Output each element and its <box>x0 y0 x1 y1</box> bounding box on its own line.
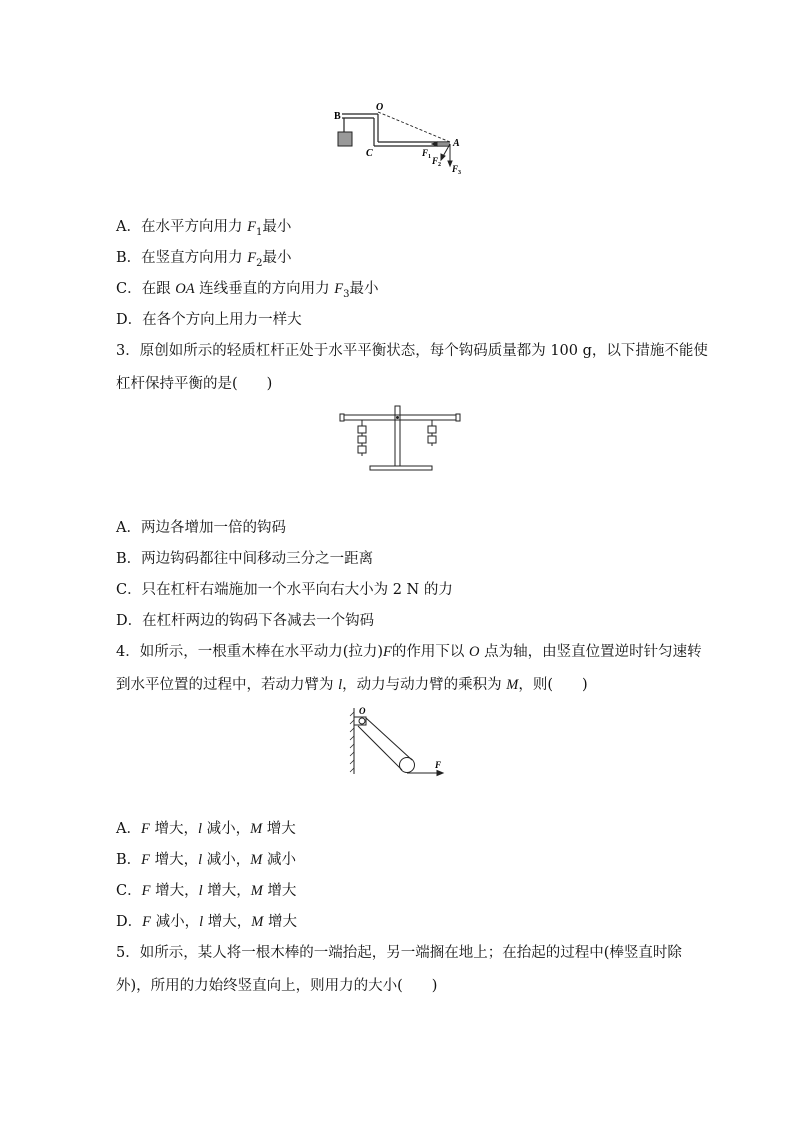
label-F2-sub: 2 <box>438 162 441 168</box>
figure-lever-stand <box>338 402 468 482</box>
q3-option-a: A．两边各增加一倍的钩码 <box>116 520 286 536</box>
q4-option-b: B．F 增大，l 减小，M 减小 <box>116 852 296 868</box>
label-F2: F <box>432 156 439 166</box>
figure-rotating-rod <box>344 704 454 784</box>
q4-option-c: C．F 增大，l 增大，M 增大 <box>116 883 297 899</box>
label-B: B <box>334 111 341 122</box>
q5-stem-line2: 外)，所用的力始终竖直向上，则用力的大小( ) <box>116 978 438 994</box>
figure-bent-lever <box>330 100 490 180</box>
q3-option-b: B．两边钩码都往中间移动三分之一距离 <box>116 551 374 567</box>
label-F: F <box>435 760 442 770</box>
label-F3: F <box>452 164 459 174</box>
label-O: O <box>376 102 384 113</box>
q3-option-c: C．只在杠杆右端施加一个水平向右大小为 2 N 的力 <box>116 582 453 598</box>
label-O: O <box>359 706 366 716</box>
q4-option-a: A．F 增大，l 减小，M 增大 <box>116 821 296 837</box>
q4-stem-line1: 4．如所示，一根重木棒在水平动力(拉力)F的作用下以 O 点为轴，由竖直位置逆时针匀速转 <box>116 644 702 660</box>
q4-stem-line2: 到水平位置的过程中，若动力臂为 l，动力与动力臂的乘积为 M，则( ) <box>116 677 588 693</box>
q2-option-c: C．在跟 OA 连线垂直的方向用力 $F_3$最小 <box>116 281 379 300</box>
label-F3-sub: 3 <box>458 170 461 176</box>
q3-stem-line1: 3．原创如所示的轻质杠杆正处于水平平衡状态，每个钩码质量都为 100 g，以下措施不能使 <box>116 343 708 359</box>
q2-option-a: A．在水平方向用力 $F_1$最小 <box>116 219 292 238</box>
label-F1: F <box>422 148 429 158</box>
q2-option-b: B．在竖直方向用力 $F_2$最小 <box>116 250 292 269</box>
label-C: C <box>366 148 373 159</box>
label-F1-sub: 1 <box>428 154 431 160</box>
q5-stem-line1: 5．如所示，某人将一根木棒的一端抬起，另一端搁在地上；在抬起的过程中(棒竖直时除 <box>116 945 682 961</box>
q2-option-d: D．在各个方向上用力一样大 <box>116 312 302 328</box>
q3-option-d: D．在杠杆两边的钩码下各减去一个钩码 <box>116 613 375 629</box>
q3-stem-line2: 杠杆保持平衡的是( ) <box>116 376 273 392</box>
label-A: A <box>453 138 460 149</box>
q4-option-d: D．F 减小，l 增大，M 增大 <box>116 914 297 930</box>
